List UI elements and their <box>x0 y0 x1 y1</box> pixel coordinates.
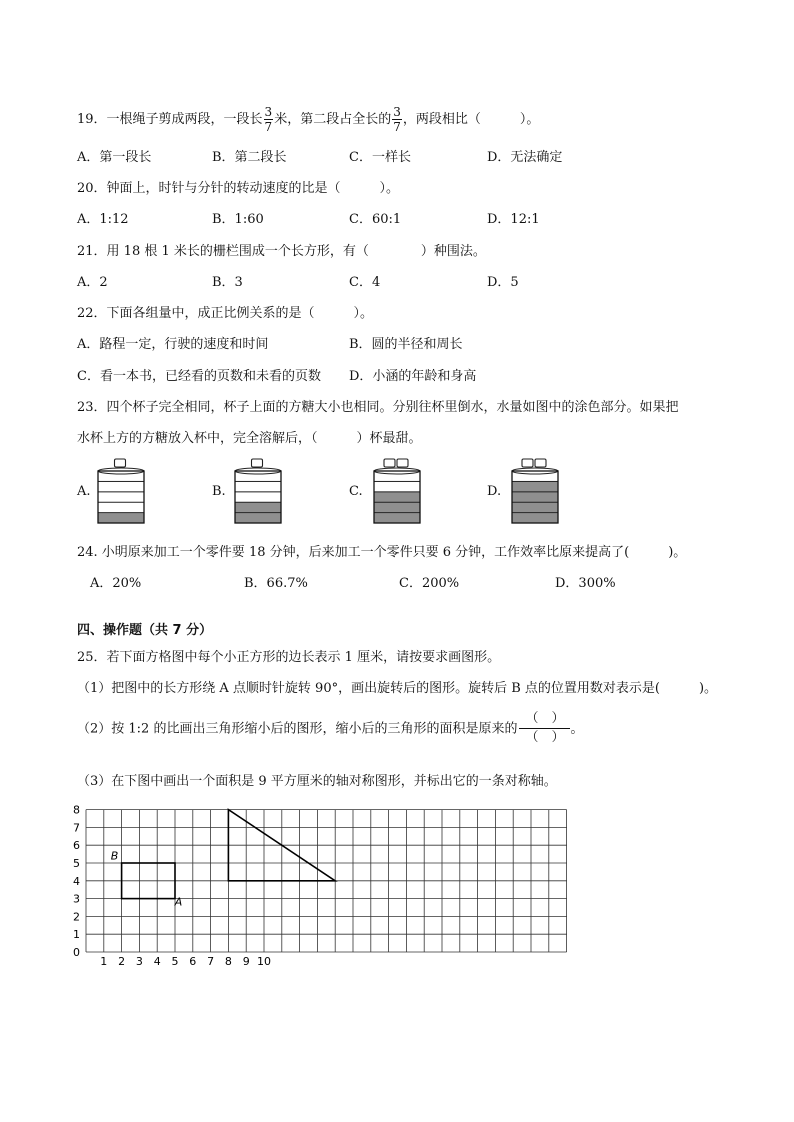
water-band <box>235 502 281 512</box>
y-tick-label: 2 <box>73 910 80 924</box>
x-tick-label: 8 <box>224 955 232 968</box>
sugar-cube-icon <box>252 459 263 467</box>
sugar-cube-icon <box>522 459 533 467</box>
q23-label-a[interactable]: A. <box>77 484 91 499</box>
point-label-a: A <box>174 895 183 909</box>
x-tick-label: 2 <box>118 955 126 968</box>
q19-option-a[interactable]: A．第一段长 <box>77 150 152 165</box>
q20-option-c[interactable]: C．60:1 <box>349 212 402 227</box>
x-tick-label: 6 <box>189 955 197 968</box>
q21-option-a[interactable]: A．2 <box>77 275 108 290</box>
q23-stem-line2: 水杯上方的方糖放入杯中，完全溶解后，（ ）杯最甜。 <box>77 431 422 446</box>
q20-option-d[interactable]: D．12:1 <box>487 212 540 227</box>
q21-stem: 21．用 18 根 1 米长的栅栏围成一个长方形，有（ ）种围法。 <box>77 244 486 259</box>
point-label-b: B <box>110 849 119 863</box>
q21-option-d[interactable]: D．5 <box>487 275 519 290</box>
coordinate-grid[interactable] <box>0 800 794 975</box>
water-band <box>512 502 558 512</box>
q24-option-d[interactable]: D．300% <box>555 576 616 591</box>
q23-cups-figure <box>0 455 794 535</box>
x-tick-label: 7 <box>207 955 215 968</box>
q20-option-a[interactable]: A．1:12 <box>77 212 129 227</box>
q19-option-c[interactable]: C．一样长 <box>349 150 411 165</box>
x-tick-label: 1 <box>100 955 108 968</box>
q19-option-b[interactable]: B．第二段长 <box>212 150 287 165</box>
empty-band <box>98 502 144 512</box>
water-band <box>374 513 420 523</box>
water-band <box>512 492 558 502</box>
x-tick-label: 5 <box>171 955 179 968</box>
y-tick-label: 7 <box>73 821 80 835</box>
empty-band <box>374 481 420 491</box>
cup-b <box>235 459 281 523</box>
q23-label-b[interactable]: B. <box>212 484 226 499</box>
q23-stem-line1: 23．四个杯子完全相同，杯子上面的方糖大小也相同。分别往杯里倒水，水量如图中的涂色部分。如果把 <box>77 400 679 415</box>
q22-option-b[interactable]: B．圆的半径和周长 <box>349 337 463 352</box>
y-tick-label: 0 <box>73 946 80 959</box>
q23-label-d[interactable]: D. <box>487 484 502 499</box>
q19-stem: 19．一根绳子剪成两段，一段长 $\frac{3}{7}$ 米，第二段占全长的 $\frac{3}{7}$ ，两段相比（ ）。 <box>77 105 540 134</box>
q25-part1: （1）把图中的长方形绕 A 点顺时针旋转 90°，画出旋转后的图形。旋转后 B 点的位置用数对表示是( )。 <box>77 681 718 696</box>
sugar-cube-icon <box>384 459 395 467</box>
q21-option-b[interactable]: B．3 <box>212 275 243 290</box>
q20-stem: 20．钟面上，时针与分针的转动速度的比是（ ）。 <box>77 181 400 196</box>
q22-option-c[interactable]: C．看一本书，已经看的页数和未看的页数 <box>77 369 321 384</box>
q23-label-c[interactable]: C. <box>349 484 363 499</box>
water-band <box>512 481 558 491</box>
water-band <box>512 513 558 523</box>
empty-band <box>98 481 144 491</box>
water-band <box>374 492 420 502</box>
fraction: $\frac{3}{7}$ <box>264 105 273 134</box>
empty-band <box>98 492 144 502</box>
water-band <box>235 513 281 523</box>
q24-option-a[interactable]: A．20% <box>90 576 142 591</box>
q25-intro: 25．若下面方格图中每个小正方形的边长表示 1 厘米，请按要求画图形。 <box>77 650 501 665</box>
q22-option-d[interactable]: D．小涵的年龄和身高 <box>349 369 477 384</box>
empty-band <box>235 481 281 491</box>
q25-part2: （2）按 1:2 的比画出三角形缩小后的图形，缩小后的三角形的面积是原来的 $\frac{( )}{( )}$ 。 <box>77 711 584 746</box>
cup-d <box>512 459 558 523</box>
y-tick-label: 8 <box>73 803 80 817</box>
sugar-cube-icon <box>115 459 126 467</box>
sugar-cube-icon <box>535 459 546 467</box>
y-tick-label: 4 <box>73 874 80 888</box>
fraction: $\frac{3}{7}$ <box>393 105 401 134</box>
x-tick-label: 10 <box>257 955 271 968</box>
x-tick-label: 3 <box>135 955 143 968</box>
sugar-cube-icon <box>397 459 408 467</box>
q20-option-b[interactable]: B．1:60 <box>212 212 264 227</box>
q25-part3: （3）在下图中画出一个面积是 9 平方厘米的轴对称图形，并标出它的一条对称轴。 <box>77 774 557 789</box>
q24-option-c[interactable]: C．200% <box>399 576 460 591</box>
water-band <box>374 502 420 512</box>
q19-option-d[interactable]: D．无法确定 <box>487 150 563 165</box>
section-title: 四、操作题（共 7 分） <box>77 623 213 638</box>
water-band <box>98 513 144 523</box>
empty-band <box>235 492 281 502</box>
y-tick-label: 5 <box>73 857 80 870</box>
q21-option-c[interactable]: C．4 <box>349 275 381 290</box>
x-tick-label: 4 <box>153 955 161 968</box>
q22-stem: 22．下面各组量中，成正比例关系的是（ ）。 <box>77 306 374 321</box>
x-tick-label: 9 <box>242 955 250 968</box>
q22-option-a[interactable]: A．路程一定，行驶的速度和时间 <box>77 337 269 352</box>
cup-c <box>374 459 420 523</box>
y-tick-label: 3 <box>73 892 80 906</box>
y-tick-label: 1 <box>73 928 80 942</box>
q24-option-b[interactable]: B．66.7% <box>244 576 308 591</box>
answer-fraction-blank[interactable]: $\frac{( )}{( )}$ <box>519 712 570 746</box>
cup-a <box>98 459 144 523</box>
q24-stem: 24. 小明原来加工一个零件要 18 分钟，后来加工一个零件只要 6 分钟，工作效率比原来提高了( )。 <box>77 545 687 560</box>
y-tick-label: 6 <box>73 839 80 853</box>
